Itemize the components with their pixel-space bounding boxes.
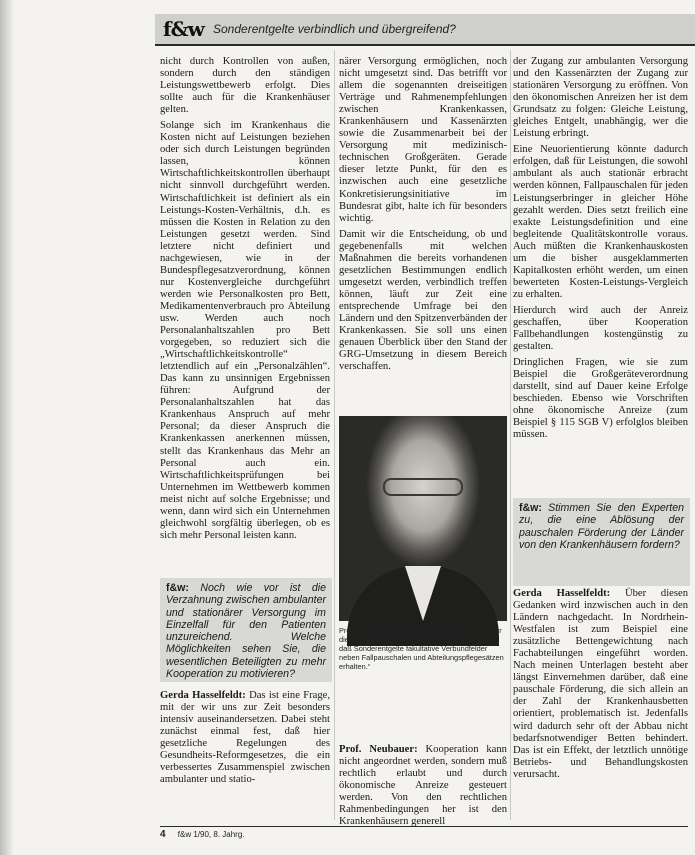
page-fold-shadow	[0, 0, 14, 855]
speaker-name: Gerda Hasselfeldt:	[160, 690, 246, 701]
column-3	[513, 56, 688, 494]
question-text: Noch wie vor ist die Verzahnung zwischen ambulanter und stationärer Versorgung im Einzelfall für den Patienten unzureichend. Welche Möglichkeiten sehen Sie, die wesentlichen Beteiligten zu mehr Kooperation zu motivieren?	[166, 582, 326, 681]
column-2-answer	[339, 744, 507, 828]
column-2	[339, 56, 507, 401]
question-marker: f&w:	[166, 582, 189, 594]
interview-question	[160, 578, 332, 682]
answer-text: Das ist eine Frage, mit der wir uns zur Zeit besonders intensiv auseinandersetzen. Dabei steht zunächst einmal fest, daß hier gesetzliche Regelungen des Gesundheits-Reformgesetzes, die ein verbessertes Zusammenspiel zwischen ambulanter und statio-	[160, 690, 331, 786]
paragraph: Hierdurch wird auch der Anreiz geschaffen, über Kooperation Fallbehandlungen kostengünstig zu gestalten.	[513, 304, 688, 353]
column-1	[160, 56, 330, 576]
paragraph: Solange sich im Krankenhaus die Kosten nicht auf Leistungen beziehen oder sich durch Leistungen begründen lassen, können Wirtschaftlichkeitskontrollen überhaupt nicht sinnvoll durchgeführt werden. Wirtschaftlichkeit ist definiert als ein Leistungs-Kosten-Verhältnis, d.h. es müssen die Kosten in Relation zu den Leistungen gesetzt werden. Sind letztere nicht definiert und nachgewiesen, wie in der Bundespflegesatzverordnung, können nur Kostenvergleiche durchgeführt werden wie Personalkosten pro Bett, Medikamentenverbrauch pro Abteilung usw. Werden auch noch Personalanhaltszahlen pro Bett vorgegeben, so reduziert sich die „Wirtschaftlichkeitskontrolle“ letztendlich auf ein „Personalzählen“. Das kann zu unsinnigen Ergebnissen führen: Aufgrund der Personalanhaltszahlen hat das Krankenhaus Anspruch auf mehr Personal; da dieser Anspruch die Krankenkassen anerkennen müssen, stellt das Krankenhaus das Mehr an Personal auch ein. Wirtschaftlichkeitsprüfungen bei Unternehmen im Wettbewerb kommen meist nicht auf solche Ergebnisse; und wenn, dann wird sich ein Unternehmen gleichwohl sorgfältig überlegen, ob es sich mehr Personal leisten kann.	[160, 120, 330, 541]
speaker-name: Gerda Hasselfeldt:	[513, 588, 611, 599]
paragraph: närer Versorgung ermöglichen, noch nicht umgesetzt sind. Das betrifft vor allem die sogenannten dreiseitigen Verträge und Rahmenempfehlungen zwischen Krankenkassen, Krankenhäusern und Kassenärzten sowie die Zusammenarbeit bei der Versorgung mit medizinisch-technischen Großgeräten. Gerade dieser letzte Punkt, für den es inzwischen auch eine gesetzliche Konkretisierungsinitiative im Bundesrat gibt, halte ich für besonders wichtig.	[339, 56, 507, 224]
answer-paragraph	[513, 588, 688, 781]
speaker-name: Prof. Neubauer:	[339, 744, 418, 755]
page-number: 4	[160, 829, 166, 840]
column-divider	[510, 50, 511, 820]
glasses-shape	[383, 478, 463, 496]
photo-caption: Prof. Neubauer: „Allein vielfältigen Kompromiß für diese unbefriedigende Situation sehe ich darin, daß Sonderentgelte fakultative Verbundfelder neben Fallpauschalen und Abteilungspflegesätzen erhalten.“	[339, 626, 504, 671]
paragraph: Damit wir die Entscheidung, ob und gegebenenfalls mit welchen Maßnahmen die bereits vorhandenen gesetzlichen Bestimmungen endlich umgesetzt werden, verbindlich treffen können, läuft zur Zeit eine entsprechende Umfrage bei den Ländern und den Spitzenverbänden der Krankenkassen. Sie soll uns einen genauen Überblick über den Stand der GRG-Umsetzung in diesem Bereich verschaffen.	[339, 228, 507, 373]
paragraph: nicht durch Kontrollen von außen, sondern durch den ständigen Leistungswettbewerb erfolgt. Dies sollte auch für die Krankenhäuser gelten.	[160, 56, 330, 116]
issue-info: f&w 1/90, 8. Jahrg.	[177, 830, 245, 839]
question-text: Stimmen Sie den Experten zu, die eine Ablösung der pauschalen Förderung der Länder von den Krankenhäusern fordern?	[519, 502, 684, 551]
column-3-answer	[513, 588, 688, 820]
paragraph: Dringlichen Fragen, wie sie zum Beispiel die Großgeräteverordnung darstellt, sind auf Dauer keine Erfolge beschieden. Ebenso wie Vorschriften ohne ökonomische Anreize (zum Beispiel § 115 SGB V) erfolglos bleiben müssen.	[513, 357, 688, 441]
page-footer	[160, 826, 688, 841]
answer-text: Kooperation kann nicht angeordnet werden, sondern muß rechtlich erlaubt und durch ökonomische Anreize gesteuert werden. Von den rechtlichen Rahmenbedingungen her ist den Krankenhäusern generell	[339, 744, 507, 828]
page-header	[155, 14, 695, 46]
column-divider	[334, 50, 335, 820]
interview-question	[513, 498, 690, 586]
column-1-answer	[160, 690, 330, 810]
portrait-photo	[339, 416, 507, 621]
paragraph: Eine Neuorientierung könnte dadurch erfolgen, daß für Leistungen, die sowohl ambulant als auch stationär erbracht werden können, Fallpauschalen für jeden Leistungserbringer in gleicher Höhe gezahlt werden. Dies setzt freilich eine exakte Leistungsdefinition und eine begleitende Qualitätskontrolle voraus. Auch müßten die Krankenhauskosten um die bisher ausgeklammerten Kapitalkosten erhöht werden, um einen bewerteten Kosten-Leistungs-Vergleich zu erhalten.	[513, 144, 688, 300]
fw-logo: f&w	[163, 17, 204, 41]
question-marker: f&w:	[519, 502, 542, 514]
header-title: Sonderentgelte verbindlich und übergreifend?	[213, 22, 456, 36]
answer-text: Über diesen Gedanken wird inzwischen auch in den Ländern nachgedacht. In Nordrhein-Westfalen ist zum Beispiel eine zusätzliche Bettengewichtung nach Fachabteilungen eingeführt worden. Nach meinen Unterlagen besteht aber längst Einvernehmen darüber, daß eine pauschale Förderung, die sich allein an der Zahl der Krankenhausbetten orientiert, problematisch ist. Jedenfalls wird dadurch sehr oft der Abbau nicht bedarfsnotwendiger Betten behindert. Das ist ein Effekt, der letztlich unnötige Betriebs- und Behandlungskosten verursacht.	[513, 588, 688, 780]
paragraph: der Zugang zur ambulanten Versorgung und den Kassenärzten der Zugang zur stationären Versorgung zu eröffnen. Von den ökonomischen Anreizen her ist dem Grundsatz zu folgen: Gleiche Leistung, gleiches Entgelt, unabhängig, wer die Leistung erbringt.	[513, 56, 688, 140]
